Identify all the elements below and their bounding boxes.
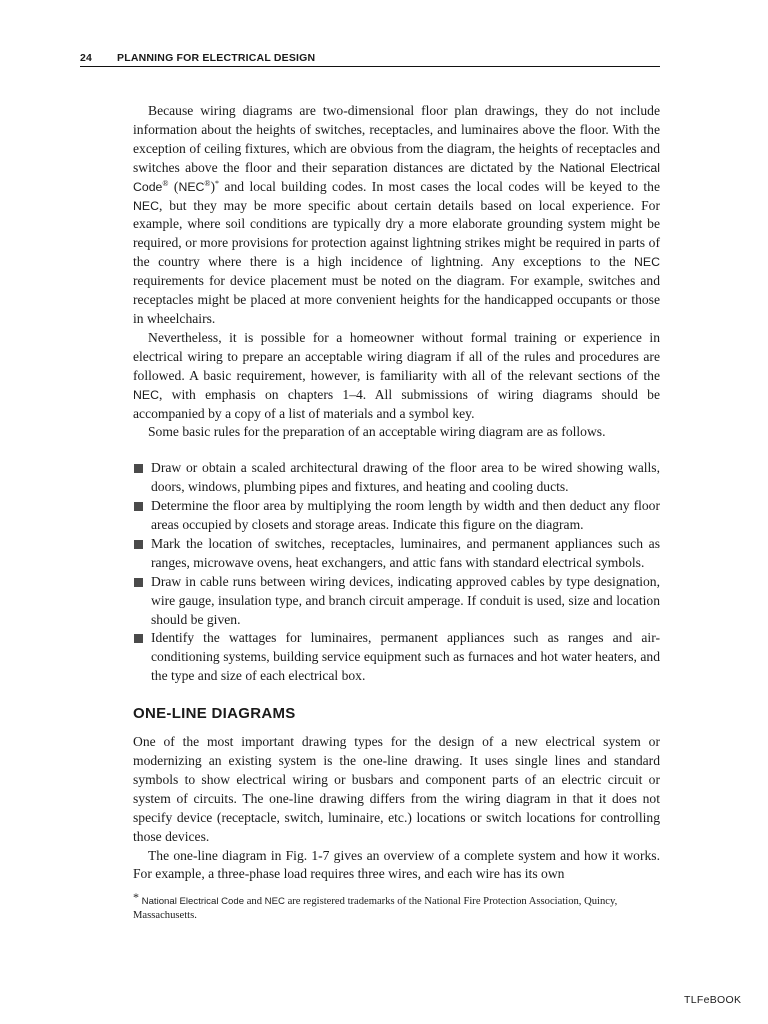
body-text bbox=[133, 102, 660, 923]
list-item: Mark the location of switches, receptacles, luminaires, and permanent appliances such as ranges, microwave ovens, heat exchangers, and attic fans with standard electrical symbols. bbox=[133, 535, 660, 573]
page-number: 24 bbox=[80, 52, 93, 64]
chapter-title: PLANNING FOR ELECTRICAL DESIGN bbox=[117, 52, 316, 64]
nec-full-name: National Electrical Code bbox=[133, 160, 660, 194]
bullet-square-icon bbox=[134, 634, 143, 643]
bullet-square-icon bbox=[134, 578, 143, 587]
footnote: * National Electrical Code and NEC are registered trademarks of the National Fire Protection Association, Quincy, Massachusetts. bbox=[133, 890, 618, 922]
bullet-square-icon bbox=[134, 502, 143, 511]
list-item: Draw in cable runs between wiring devices, indicating approved cables by type designation, wire gauge, insulation type, and branch circuit amperage. If conduit is used, size and location should be given. bbox=[133, 573, 660, 630]
paragraph-one-line-intro: One of the most important drawing types for the design of a new electrical system or modernizing an existing system is the one-line drawing. It uses single lines and standard symbols to show electrical wiring or busbars and component parts of an electric circuit or system of circuits. The one-line drawing differs from the wiring diagram in that it does not specify device (receptacle, switch, luminaire, etc.) locations or switch locations for controlling those devices. bbox=[133, 734, 660, 844]
paragraph-basic-rules: Some basic rules for the preparation of an acceptable wiring diagram are as follows. bbox=[148, 424, 606, 440]
footnote-reference: * bbox=[215, 178, 220, 188]
list-item: Identify the wattages for luminaires, permanent appliances such as ranges and air-conditioning systems, building service equipment such as furnaces and hot water heaters, and the type and size of each electrical box. bbox=[133, 629, 660, 686]
paragraph-wiring-diagrams: Because wiring diagrams are two-dimensional floor plan drawings, they do not include information about the heights of switches, receptacles, and luminaires above the floor. With the exception of ceiling fixtures, which are obvious from the diagram, the heights of receptacles and switches above the floor and their separation distances are dictated by the National Electrical Code® (NEC®)* and local building codes. In most cases the local codes will be keyed to the NEC, but they may be more specific about certain details based on local experience. For example, where soil conditions are typically dry a more elaborate grounding system might be required, or more provisions for protection against lightning strikes might be required in parts of the country where there is a high incidence of lightning. Any exceptions to the NEC requirements for device placement must be noted on the diagram. For example, switches and receptacles might be placed at more convenient heights for the handicapped occupants or those in wheelchairs. bbox=[133, 103, 660, 326]
section-heading: ONE-LINE DIAGRAMS bbox=[133, 705, 296, 723]
running-header bbox=[80, 52, 660, 67]
nec-abbr: NEC bbox=[178, 179, 205, 194]
bullet-square-icon bbox=[134, 540, 143, 549]
list-item: Draw or obtain a scaled architectural drawing of the floor area to be wired showing walls, doors, windows, plumbing pipes and fixtures, and heating and cooling ducts. bbox=[133, 459, 660, 497]
footnote-mark: * bbox=[133, 890, 139, 905]
rules-list bbox=[133, 459, 660, 686]
list-item: Determine the floor area by multiplying the room length by width and then deduct any floor areas occupied by closets and storage areas. Indicate this figure on the diagram. bbox=[133, 497, 660, 535]
watermark-text: TLFeBOOK bbox=[684, 994, 742, 1006]
bullet-square-icon bbox=[134, 464, 143, 473]
paragraph-one-line-overview: The one-line diagram in Fig. 1-7 gives an overview of a complete system and how it works. For example, a three-phase load requires three wires, and each wire has its own bbox=[133, 847, 660, 882]
paragraph-homeowner: Nevertheless, it is possible for a homeowner without formal training or experience in electrical wiring to prepare an acceptable wiring diagram if all of the rules and procedures are followed. A basic requirement, however, is familiarity with all of the relevant sections of the NEC, with emphasis on chapters 1–4. All submissions of wiring diagrams should be accompanied by a copy of a list of materials and a symbol key. bbox=[133, 329, 660, 421]
